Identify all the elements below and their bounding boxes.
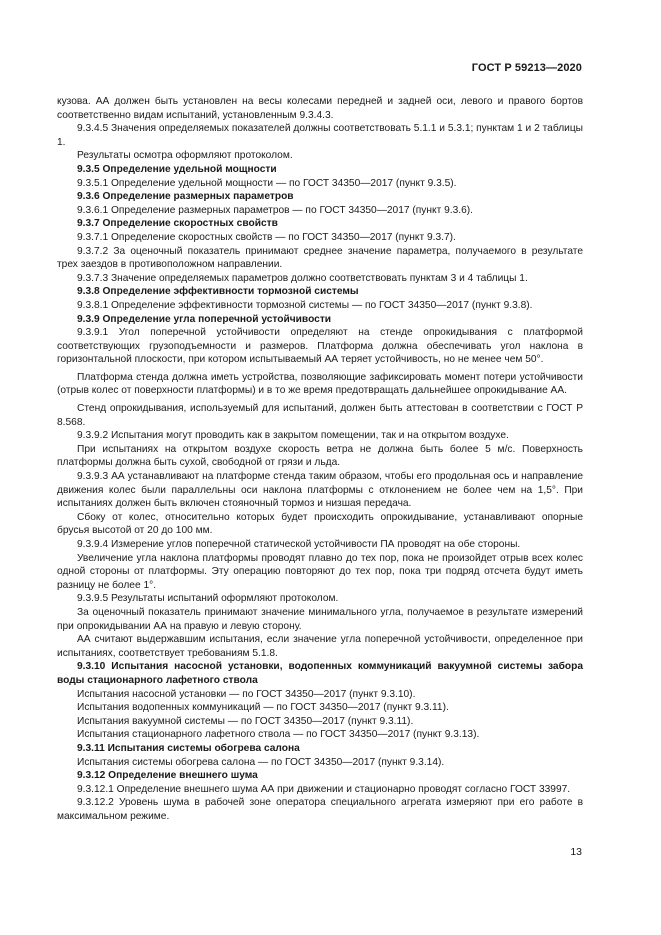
page-number: 13 bbox=[570, 846, 582, 858]
document-code: ГОСТ Р 59213—2020 bbox=[471, 62, 582, 74]
paragraph: Испытания стационарного лафетного ствола — по ГОСТ 34350—2017 (пункт 9.3.13). bbox=[77, 729, 480, 741]
paragraph: 9.3.9.1 Угол поперечной устойчивости определяют на стенде опрокидывания с платформой соответствующих грузоподъемности и размеров. Платформа должна обеспечивать угол наклона в горизонтальной плоскости, при котором испытываемый АА теряет устойчивость, но не менее чем 50°. bbox=[57, 327, 583, 366]
section-heading: 9.3.8 Определение эффективности тормозной системы bbox=[77, 286, 359, 298]
paragraph: 9.3.9.3 АА устанавливают на платформе стенда таким образом, чтобы его продольная ось и направление движения колес были параллельны оси наклона платформы с отклонением не более чем на 1,5°. При испытаниях должен быть включен стояночный тормоз и низшая передача. bbox=[57, 471, 583, 510]
paragraph: 9.3.12.2 Уровень шума в рабочей зоне оператора специального агрегата измеряют при его работе в максимальном режиме. bbox=[57, 797, 583, 822]
paragraph: Испытания водопенных коммуникаций — по ГОСТ 34350—2017 (пункт 9.3.11). bbox=[77, 702, 449, 714]
paragraph: При испытаниях на открытом воздухе скорость ветра не должна быть более 5 м/с. Поверхность платформы должна быть сухой, свободной от грязи и льда. bbox=[57, 443, 583, 469]
section-heading: 9.3.7 Определение скоростных свойств bbox=[77, 218, 278, 230]
section-heading: 9.3.9 Определение угла поперечной устойчивости bbox=[77, 313, 332, 325]
document-body bbox=[57, 95, 583, 823]
paragraph: 9.3.7.2 За оценочный показатель принимают среднее значение параметра, получаемого в результате трех заездов в противоположном направлении. bbox=[57, 245, 583, 271]
section-heading: 9.3.10 Испытания насосной установки, водопенных коммуникаций вакуумной системы забора воды стационарного лафетного ствола bbox=[57, 661, 583, 686]
paragraph: 9.3.9.4 Измерение углов поперечной статической устойчивости ПА проводят на обе стороны. bbox=[77, 539, 521, 550]
paragraph: Сбоку от колес, относительно которых будет происходить опрокидывание, устанавливают опорные брусья высотой от 20 до 100 мм. bbox=[57, 511, 583, 537]
paragraph: 9.3.12.1 Определение внешнего шума АА при движении и стационарно проводят согласно ГОСТ 33997. bbox=[77, 783, 571, 795]
paragraph: кузова. АА должен быть установлен на весы колесами передней и задней оси, левого и правого бортов соответственно видам испытаний, установленным 9.3.4.3. bbox=[57, 96, 583, 121]
paragraph: Испытания системы обогрева салона — по ГОСТ 34350—2017 (пункт 9.3.14). bbox=[77, 756, 445, 768]
paragraph: Испытания вакуумной системы — по ГОСТ 34350—2017 (пункт 9.3.11). bbox=[77, 715, 414, 727]
paragraph: 9.3.5.1 Определение удельной мощности — по ГОСТ 34350—2017 (пункт 9.3.5). bbox=[77, 177, 457, 189]
paragraph: 9.3.9.2 Испытания могут проводить как в закрытом помещении, так и на открытом воздухе. bbox=[77, 430, 509, 442]
paragraph: 9.3.6.1 Определение размерных параметров — по ГОСТ 34350—2017 (пункт 9.3.6). bbox=[77, 204, 473, 216]
paragraph: Платформа стенда должна иметь устройства, позволяющие зафиксировать момент потери устойчивости (отрыв колес от поверхности платформы) и в то же время предотвращать дальнейшее опрокидывание АА. bbox=[57, 371, 583, 397]
paragraph: 9.3.7.3 Значение определяемых параметров должно соответствовать пунктам 3 и 4 таблицы 1. bbox=[77, 272, 528, 284]
paragraph: 9.3.4.5 Значения определяемых показателей должны соответствовать 5.1.1 и 5.3.1; пунктам 1 и 2 таблицы 1. bbox=[57, 123, 583, 148]
paragraph: Стенд опрокидывания, используемый для испытаний, должен быть аттестован в соответствии с ГОСТ Р 8.568. bbox=[57, 403, 583, 428]
section-heading: 9.3.6 Определение размерных параметров bbox=[77, 191, 294, 203]
paragraph: 9.3.7.1 Определение скоростных свойств — по ГОСТ 34350—2017 (пункт 9.3.7). bbox=[77, 231, 456, 243]
section-heading: 9.3.5 Определение удельной мощности bbox=[77, 163, 277, 175]
section-heading: 9.3.11 Испытания системы обогрева салона bbox=[77, 742, 300, 754]
paragraph: Испытания насосной установки — по ГОСТ 34350—2017 (пункт 9.3.10). bbox=[77, 688, 416, 700]
paragraph: За оценочный показатель принимают значение минимального угла, получаемое в результате измерений при опрокидывании АА на правую и левую сторону. bbox=[57, 606, 583, 632]
paragraph: 9.3.9.5 Результаты испытаний оформляют протоколом. bbox=[77, 593, 339, 605]
paragraph: 9.3.8.1 Определение эффективности тормозной системы — по ГОСТ 34350—2017 (пункт 9.3.8). bbox=[77, 299, 533, 311]
paragraph: Увеличение угла наклона платформы проводят плавно до тех пор, пока не произойдет отрыв всех колес одной стороны от платформы. Эту операцию повторяют до тех пор, пока три подряд отсчета будут иметь разницу не более 1°. bbox=[57, 552, 583, 591]
paragraph: Результаты осмотра оформляют протоколом. bbox=[77, 150, 293, 162]
paragraph: АА считают выдержавшим испытания, если значение угла поперечной устойчивости, определенное при испытаниях, соответствует требованиям 5.1.8. bbox=[57, 634, 583, 659]
section-heading: 9.3.12 Определение внешнего шума bbox=[77, 770, 258, 782]
